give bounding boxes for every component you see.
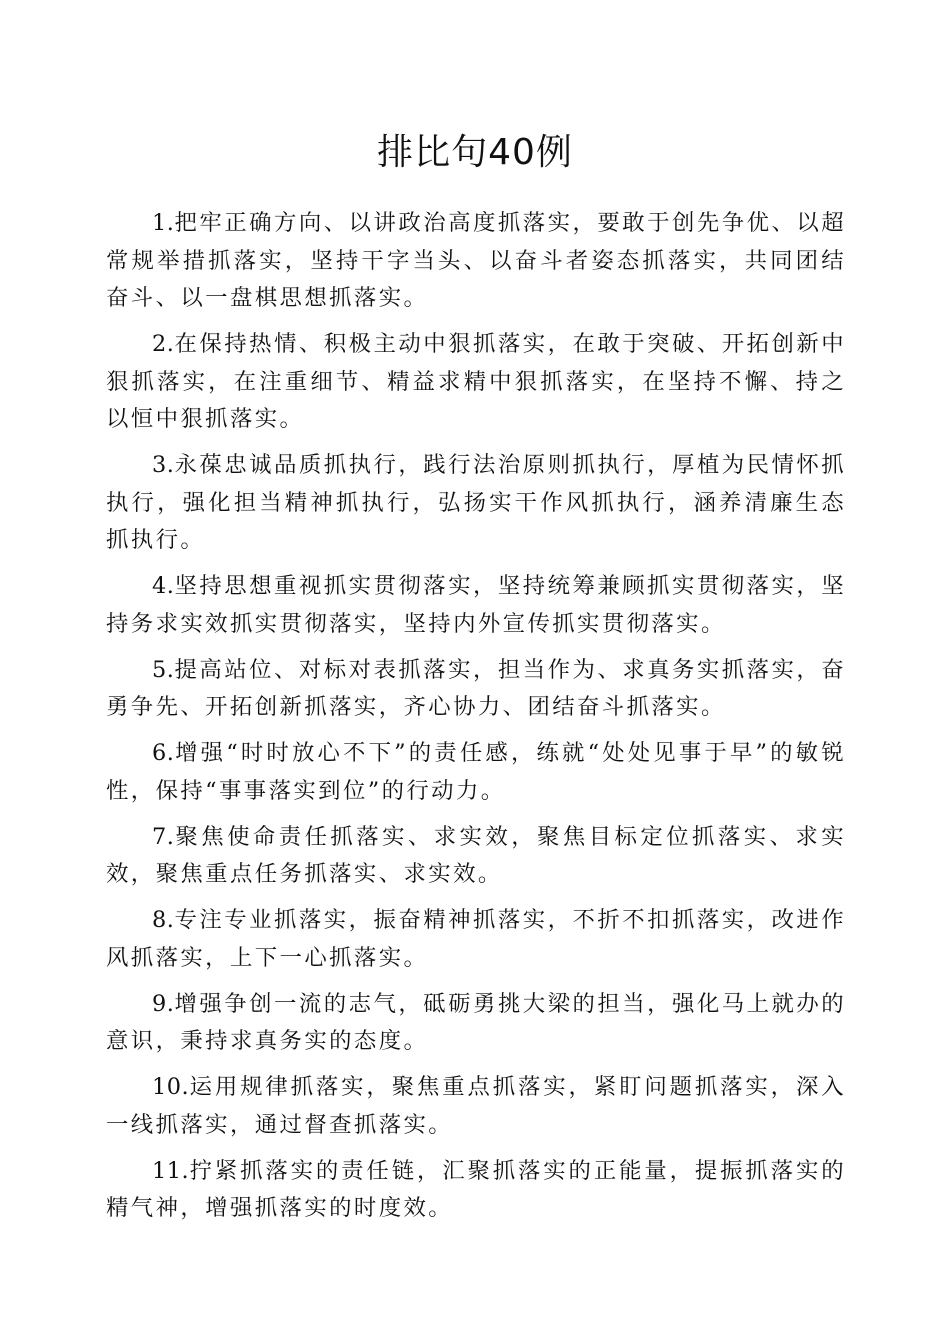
list-item xyxy=(106,1069,846,1144)
item-text: 提高站位、对标对表抓落实，担当作为、求真务实抓落实，奋勇争先、开拓创新抓落实，齐心协力、团结奋斗抓落实。 xyxy=(106,656,846,720)
item-text: 在保持热情、积极主动中狠抓落实，在敢于突破、开拓创新中狠抓落实，在注重细节、精益求精中狠抓落实，在坚持不懈、持之以恒中狠抓落实。 xyxy=(106,331,846,432)
item-text: 专注专业抓落实，振奋精神抓落实，不折不扣抓落实，改进作风抓落实，上下一心抓落实。 xyxy=(106,907,846,971)
item-text: 增强“时时放心不下”的责任感，练就“处处见事于早”的敏锐性，保持“事事落实到位”的行动力。 xyxy=(106,740,846,804)
document-title: 排比句40例 xyxy=(377,132,573,173)
item-text: 拧紧抓落实的责任链，汇聚抓落实的正能量，提振抓落实的精气神，增强抓落实的时度效。 xyxy=(106,1157,846,1221)
item-number: 9. xyxy=(152,990,175,1017)
item-number: 11. xyxy=(152,1157,190,1184)
list-item xyxy=(106,902,846,977)
item-number: 5. xyxy=(152,656,175,683)
item-number: 4. xyxy=(152,573,175,599)
list-item xyxy=(106,986,846,1061)
item-number: 1. xyxy=(152,210,175,236)
item-text: 聚焦使命责任抓落实、求实效，聚焦目标定位抓落实、求实效，聚焦重点任务抓落实、求实效。 xyxy=(106,823,846,887)
item-text: 运用规律抓落实，聚焦重点抓落实，紧盯问题抓落实，深入一线抓落实，通过督查抓落实。 xyxy=(106,1074,846,1138)
list-item xyxy=(106,1153,846,1228)
item-number: 3. xyxy=(152,452,175,478)
list-item xyxy=(106,447,846,560)
item-number: 10. xyxy=(152,1074,190,1100)
document-body xyxy=(106,205,846,1236)
list-item xyxy=(106,568,846,643)
list-item xyxy=(106,652,846,727)
item-number: 2. xyxy=(152,331,175,357)
item-text: 把牢正确方向、以讲政治高度抓落实，要敢于创先争优、以超常规举措抓落实，坚持干字当头、以奋斗者姿态抓落实，共同团结奋斗、以一盘棋思想抓落实。 xyxy=(106,210,846,311)
list-item xyxy=(106,819,846,894)
list-item xyxy=(106,735,846,810)
item-number: 6. xyxy=(152,740,175,766)
item-text: 永葆忠诚品质抓执行，践行法治原则抓执行，厚植为民情怀抓执行，强化担当精神抓执行，弘扬实干作风抓执行，涵养清廉生态抓执行。 xyxy=(106,452,846,553)
item-text: 增强争创一流的志气，砥砺勇挑大梁的担当，强化马上就办的意识，秉持求真务实的态度。 xyxy=(106,990,846,1054)
item-number: 8. xyxy=(152,907,175,933)
item-number: 7. xyxy=(152,823,175,850)
list-item xyxy=(106,205,846,318)
item-text: 坚持思想重视抓实贯彻落实，坚持统筹兼顾抓实贯彻落实，坚持务求实效抓实贯彻落实，坚持内外宣传抓实贯彻落实。 xyxy=(106,573,846,637)
list-item xyxy=(106,326,846,439)
